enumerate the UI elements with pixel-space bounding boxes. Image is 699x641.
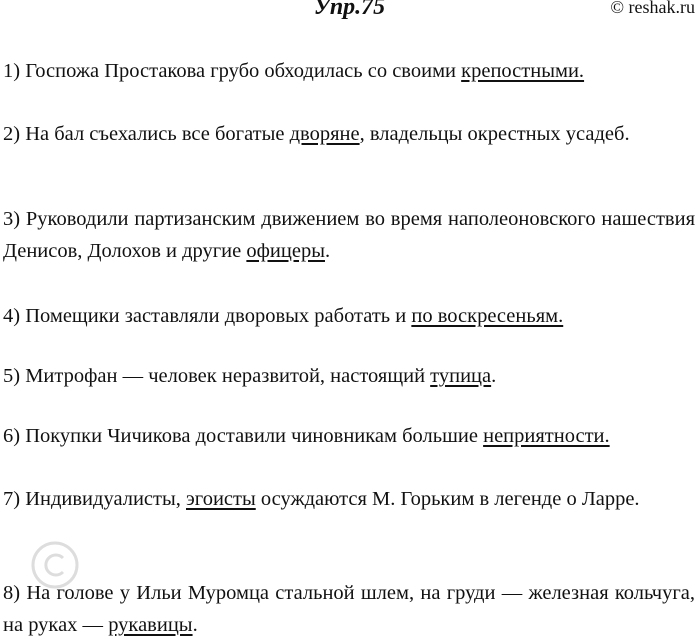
underlined-word: дворяне [289, 123, 360, 145]
sentence-7 [3, 483, 695, 515]
underlined-word: рукавицы [108, 614, 193, 636]
copyright-label: © reshak.ru [610, 0, 695, 17]
sentence-text: . [491, 365, 497, 387]
sentence-text: 7) Индивидуалисты, [3, 488, 186, 510]
sentence-text: 4) Помещики заставляли дворовых работать и [3, 305, 412, 327]
underlined-word: эгоисты [186, 488, 256, 510]
sentence-text: . [324, 240, 331, 262]
sentence-2 [3, 118, 695, 150]
sentence-text: , владельцы окрестных усадеб. [359, 123, 630, 145]
sentence-text: 1) Госпожа Простакова грубо обходилась со своими [3, 60, 462, 82]
sentence-6 [3, 420, 695, 452]
underlined-word: неприятности. [483, 425, 610, 447]
sentence-text: 2) На бал съехались все богатые [3, 123, 290, 145]
exercise-title: Упр.75 [313, 0, 386, 20]
sentence-text: 8) На голове у Ильи Муромца стальной шлем, на груди — железная кольчуга, на руках — [3, 582, 695, 636]
sentence-text: 3) Руководили партизанским движением во время наполеоновского нашествия Денисов, Долохов и другие [3, 208, 695, 262]
sentence-4 [3, 300, 695, 332]
sentence-text: 5) Митрофан — человек неразвитой, настоящий [3, 365, 431, 387]
sentence-1 [3, 55, 695, 87]
sentence-8 [3, 577, 695, 641]
sentence-3 [3, 203, 695, 267]
underlined-word: по воскресеньям. [411, 305, 564, 327]
underlined-word: крепостными. [461, 60, 585, 82]
sentence-text: осуждаются М. Горьким в легенде о Ларре. [255, 488, 640, 510]
sentence-text: . [192, 614, 198, 636]
sentence-text: 6) Покупки Чичикова доставили чиновникам большие [3, 425, 484, 447]
underlined-word: тупица [430, 365, 492, 387]
sentence-5 [3, 360, 695, 392]
underlined-word: офицеры [246, 240, 325, 262]
